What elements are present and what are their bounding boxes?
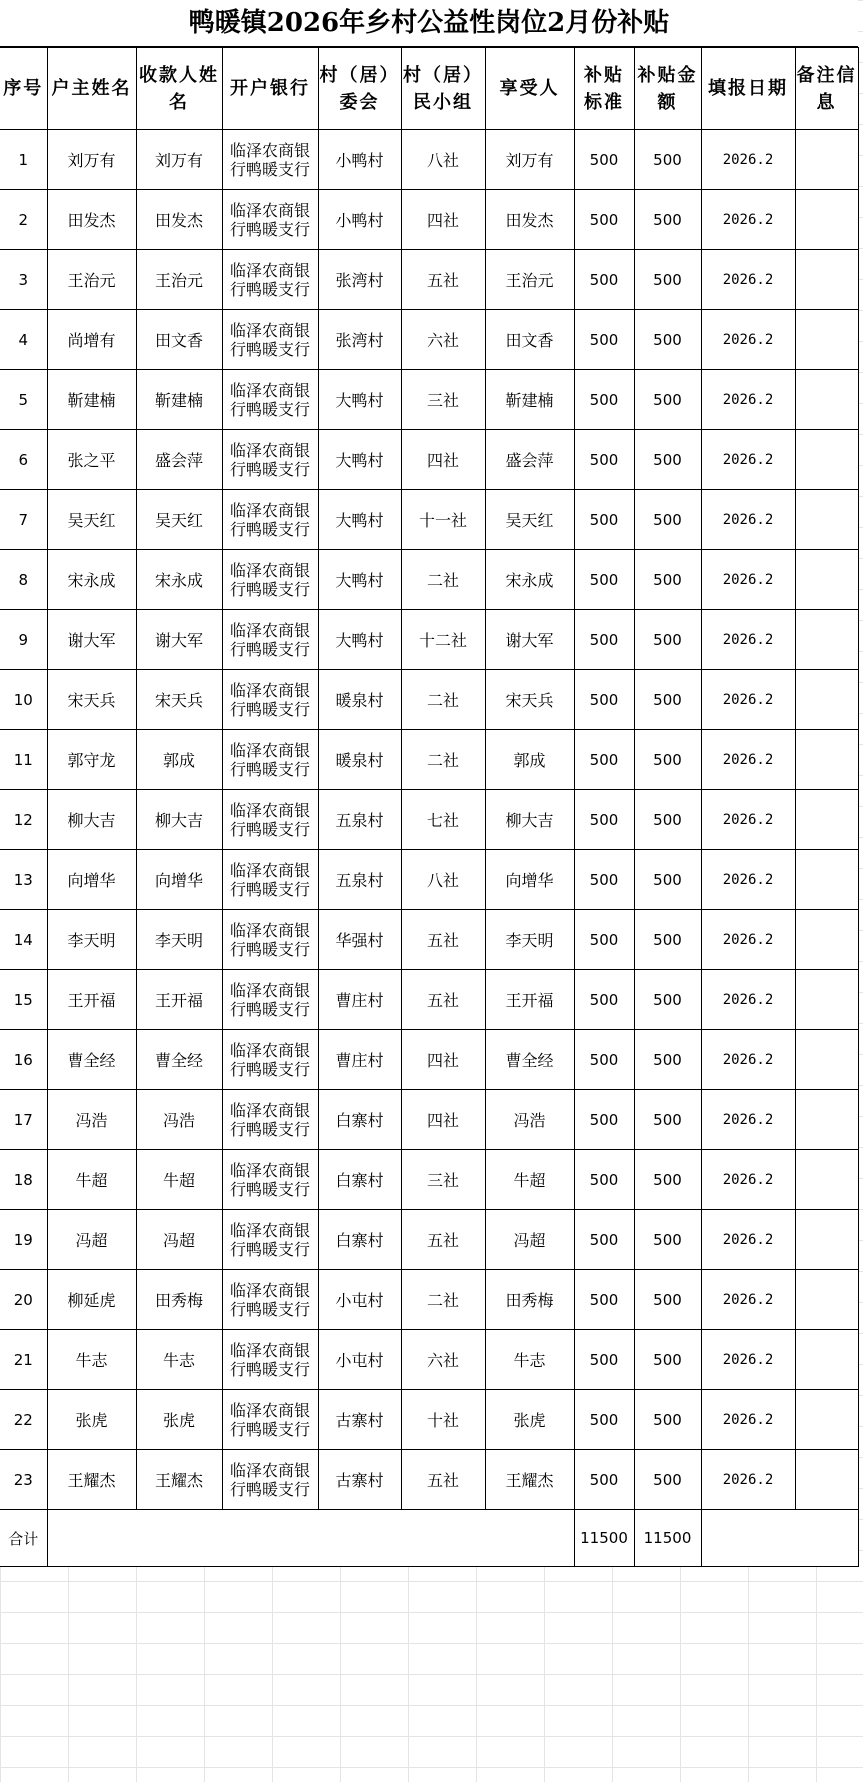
owner-cell[interactable]: 李天明: [47, 910, 136, 970]
payee-cell[interactable]: 郭成: [136, 730, 222, 790]
seq-cell[interactable]: 19: [0, 1210, 47, 1270]
amount-cell[interactable]: 500: [634, 1150, 701, 1210]
date-cell[interactable]: 2026.2: [701, 1450, 795, 1510]
remark-cell[interactable]: [795, 550, 858, 610]
beneficiary-cell[interactable]: 牛志: [485, 1330, 574, 1390]
date-cell[interactable]: 2026.2: [701, 1030, 795, 1090]
remark-cell[interactable]: [795, 310, 858, 370]
standard-cell[interactable]: 500: [574, 1150, 634, 1210]
payee-cell[interactable]: 靳建楠: [136, 370, 222, 430]
bank-cell[interactable]: 临泽农商银行鸭暖支行: [222, 970, 318, 1030]
standard-cell[interactable]: 500: [574, 850, 634, 910]
owner-cell[interactable]: 吴天红: [47, 490, 136, 550]
group-cell[interactable]: 八社: [401, 850, 485, 910]
beneficiary-cell[interactable]: 王治元: [485, 250, 574, 310]
amount-cell[interactable]: 500: [634, 1030, 701, 1090]
bank-cell[interactable]: 临泽农商银行鸭暖支行: [222, 850, 318, 910]
payee-cell[interactable]: 刘万有: [136, 130, 222, 190]
owner-cell[interactable]: 曹全经: [47, 1030, 136, 1090]
date-cell[interactable]: 2026.2: [701, 1150, 795, 1210]
bank-cell[interactable]: 临泽农商银行鸭暖支行: [222, 430, 318, 490]
seq-cell[interactable]: 7: [0, 490, 47, 550]
beneficiary-cell[interactable]: 牛超: [485, 1150, 574, 1210]
committee-cell[interactable]: 五泉村: [318, 850, 401, 910]
total-label[interactable]: 合计: [0, 1510, 47, 1567]
table-row: [0, 1150, 858, 1210]
date-cell[interactable]: 2026.2: [701, 550, 795, 610]
owner-cell[interactable]: 柳延虎: [47, 1270, 136, 1330]
committee-cell[interactable]: 张湾村: [318, 250, 401, 310]
date-cell[interactable]: 2026.2: [701, 670, 795, 730]
standard-cell[interactable]: 500: [574, 190, 634, 250]
table-row: [0, 610, 858, 670]
payee-cell[interactable]: 田秀梅: [136, 1270, 222, 1330]
bank-cell[interactable]: 临泽农商银行鸭暖支行: [222, 1450, 318, 1510]
bank-cell[interactable]: 临泽农商银行鸭暖支行: [222, 670, 318, 730]
remark-cell[interactable]: [795, 970, 858, 1030]
standard-cell[interactable]: 500: [574, 310, 634, 370]
group-cell[interactable]: 三社: [401, 1150, 485, 1210]
standard-cell[interactable]: 500: [574, 1390, 634, 1450]
amount-cell[interactable]: 500: [634, 430, 701, 490]
amount-cell[interactable]: 500: [634, 310, 701, 370]
seq-cell[interactable]: 6: [0, 430, 47, 490]
committee-cell[interactable]: 曹庄村: [318, 1030, 401, 1090]
committee-cell[interactable]: 暖泉村: [318, 730, 401, 790]
amount-cell[interactable]: 500: [634, 790, 701, 850]
beneficiary-cell[interactable]: 田发杰: [485, 190, 574, 250]
amount-cell[interactable]: 500: [634, 1330, 701, 1390]
standard-cell[interactable]: 500: [574, 790, 634, 850]
remark-cell[interactable]: [795, 1330, 858, 1390]
date-cell[interactable]: 2026.2: [701, 1330, 795, 1390]
seq-cell[interactable]: 23: [0, 1450, 47, 1510]
owner-cell[interactable]: 宋天兵: [47, 670, 136, 730]
standard-cell[interactable]: 500: [574, 970, 634, 1030]
group-cell[interactable]: 五社: [401, 250, 485, 310]
standard-cell[interactable]: 500: [574, 250, 634, 310]
payee-cell[interactable]: 田发杰: [136, 190, 222, 250]
payee-cell[interactable]: 王治元: [136, 250, 222, 310]
payee-cell[interactable]: 冯浩: [136, 1090, 222, 1150]
beneficiary-cell[interactable]: 盛会萍: [485, 430, 574, 490]
remark-cell[interactable]: [795, 1450, 858, 1510]
amount-cell[interactable]: 500: [634, 1450, 701, 1510]
header-payee[interactable]: 收款人姓名: [136, 48, 222, 130]
date-cell[interactable]: 2026.2: [701, 190, 795, 250]
owner-cell[interactable]: 冯浩: [47, 1090, 136, 1150]
group-cell[interactable]: 二社: [401, 1270, 485, 1330]
seq-cell[interactable]: 4: [0, 310, 47, 370]
payee-cell[interactable]: 田文香: [136, 310, 222, 370]
committee-cell[interactable]: 大鸭村: [318, 610, 401, 670]
payee-cell[interactable]: 李天明: [136, 910, 222, 970]
standard-cell[interactable]: 500: [574, 130, 634, 190]
committee-cell[interactable]: 白寨村: [318, 1090, 401, 1150]
table-row: [0, 1390, 858, 1450]
payee-cell[interactable]: 王耀杰: [136, 1450, 222, 1510]
table-row: [0, 490, 858, 550]
beneficiary-cell[interactable]: 王耀杰: [485, 1450, 574, 1510]
total-standard-cell[interactable]: 11500: [574, 1510, 634, 1567]
date-cell[interactable]: 2026.2: [701, 430, 795, 490]
group-cell[interactable]: 十二社: [401, 610, 485, 670]
beneficiary-cell[interactable]: 王开福: [485, 970, 574, 1030]
committee-cell[interactable]: 古寨村: [318, 1450, 401, 1510]
bank-cell[interactable]: 临泽农商银行鸭暖支行: [222, 1330, 318, 1390]
beneficiary-cell[interactable]: 李天明: [485, 910, 574, 970]
remark-cell[interactable]: [795, 790, 858, 850]
group-cell[interactable]: 四社: [401, 1090, 485, 1150]
payee-cell[interactable]: 冯超: [136, 1210, 222, 1270]
seq-cell[interactable]: 20: [0, 1270, 47, 1330]
seq-cell[interactable]: 18: [0, 1150, 47, 1210]
date-cell[interactable]: 2026.2: [701, 1270, 795, 1330]
beneficiary-cell[interactable]: 柳大吉: [485, 790, 574, 850]
owner-cell[interactable]: 尚增有: [47, 310, 136, 370]
date-cell[interactable]: 2026.2: [701, 610, 795, 670]
seq-cell[interactable]: 5: [0, 370, 47, 430]
table-row: [0, 910, 858, 970]
subsidy-table: [0, 47, 859, 1567]
group-cell[interactable]: 四社: [401, 190, 485, 250]
header-seq[interactable]: 序号: [0, 48, 47, 130]
owner-cell[interactable]: 王治元: [47, 250, 136, 310]
table-row: [0, 1210, 858, 1270]
date-cell[interactable]: 2026.2: [701, 850, 795, 910]
date-cell[interactable]: 2026.2: [701, 1390, 795, 1450]
seq-cell[interactable]: 1: [0, 130, 47, 190]
seq-cell[interactable]: 15: [0, 970, 47, 1030]
beneficiary-cell[interactable]: 吴天红: [485, 490, 574, 550]
date-cell[interactable]: 2026.2: [701, 1210, 795, 1270]
committee-cell[interactable]: 小鸭村: [318, 190, 401, 250]
standard-cell[interactable]: 500: [574, 1090, 634, 1150]
bank-cell[interactable]: 临泽农商银行鸭暖支行: [222, 310, 318, 370]
payee-cell[interactable]: 柳大吉: [136, 790, 222, 850]
seq-cell[interactable]: 22: [0, 1390, 47, 1450]
table-row: [0, 1270, 858, 1330]
total-remark-cell[interactable]: [701, 1510, 858, 1567]
table-row: [0, 790, 858, 850]
table-row: [0, 730, 858, 790]
bank-cell[interactable]: 临泽农商银行鸭暖支行: [222, 190, 318, 250]
table-row: [0, 430, 858, 490]
date-cell[interactable]: 2026.2: [701, 310, 795, 370]
bank-cell[interactable]: 临泽农商银行鸭暖支行: [222, 1270, 318, 1330]
remark-cell[interactable]: [795, 490, 858, 550]
owner-cell[interactable]: 牛超: [47, 1150, 136, 1210]
amount-cell[interactable]: 500: [634, 130, 701, 190]
remark-cell[interactable]: [795, 370, 858, 430]
table-row: [0, 370, 858, 430]
group-cell[interactable]: 三社: [401, 370, 485, 430]
committee-cell[interactable]: 小屯村: [318, 1330, 401, 1390]
committee-cell[interactable]: 大鸭村: [318, 430, 401, 490]
table-row: [0, 130, 858, 190]
owner-cell[interactable]: 张虎: [47, 1390, 136, 1450]
seq-cell[interactable]: 21: [0, 1330, 47, 1390]
seq-cell[interactable]: 17: [0, 1090, 47, 1150]
remark-cell[interactable]: [795, 430, 858, 490]
amount-cell[interactable]: 500: [634, 850, 701, 910]
date-cell[interactable]: 2026.2: [701, 1090, 795, 1150]
owner-cell[interactable]: 宋永成: [47, 550, 136, 610]
amount-cell[interactable]: 500: [634, 1210, 701, 1270]
table-row: [0, 310, 858, 370]
amount-cell[interactable]: 500: [634, 190, 701, 250]
remark-cell[interactable]: [795, 730, 858, 790]
beneficiary-cell[interactable]: 田秀梅: [485, 1270, 574, 1330]
date-cell[interactable]: 2026.2: [701, 730, 795, 790]
seq-cell[interactable]: 11: [0, 730, 47, 790]
owner-cell[interactable]: 向增华: [47, 850, 136, 910]
bank-cell[interactable]: 临泽农商银行鸭暖支行: [222, 370, 318, 430]
bank-cell[interactable]: 临泽农商银行鸭暖支行: [222, 1210, 318, 1270]
table-row: [0, 850, 858, 910]
beneficiary-cell[interactable]: 谢大军: [485, 610, 574, 670]
bank-cell[interactable]: 临泽农商银行鸭暖支行: [222, 250, 318, 310]
standard-cell[interactable]: 500: [574, 610, 634, 670]
bank-cell[interactable]: 临泽农商银行鸭暖支行: [222, 1150, 318, 1210]
group-cell[interactable]: 七社: [401, 790, 485, 850]
remark-cell[interactable]: [795, 1390, 858, 1450]
owner-cell[interactable]: 田发杰: [47, 190, 136, 250]
committee-cell[interactable]: 白寨村: [318, 1150, 401, 1210]
standard-cell[interactable]: 500: [574, 430, 634, 490]
standard-cell[interactable]: 500: [574, 1450, 634, 1510]
table-row: [0, 1450, 858, 1510]
date-cell[interactable]: 2026.2: [701, 910, 795, 970]
seq-cell[interactable]: 16: [0, 1030, 47, 1090]
beneficiary-cell[interactable]: 田文香: [485, 310, 574, 370]
committee-cell[interactable]: 大鸭村: [318, 490, 401, 550]
owner-cell[interactable]: 牛志: [47, 1330, 136, 1390]
standard-cell[interactable]: 500: [574, 370, 634, 430]
remark-cell[interactable]: [795, 1090, 858, 1150]
remark-cell[interactable]: [795, 670, 858, 730]
standard-cell[interactable]: 500: [574, 550, 634, 610]
owner-cell[interactable]: 柳大吉: [47, 790, 136, 850]
beneficiary-cell[interactable]: 郭成: [485, 730, 574, 790]
payee-cell[interactable]: 牛志: [136, 1330, 222, 1390]
bank-cell[interactable]: 临泽农商银行鸭暖支行: [222, 1030, 318, 1090]
header-group[interactable]: 村（居）民小组: [401, 48, 485, 130]
standard-cell[interactable]: 500: [574, 490, 634, 550]
payee-cell[interactable]: 宋天兵: [136, 670, 222, 730]
group-cell[interactable]: 十一社: [401, 490, 485, 550]
date-cell[interactable]: 2026.2: [701, 250, 795, 310]
beneficiary-cell[interactable]: 冯浩: [485, 1090, 574, 1150]
seq-cell[interactable]: 12: [0, 790, 47, 850]
standard-cell[interactable]: 500: [574, 1270, 634, 1330]
standard-cell[interactable]: 500: [574, 1330, 634, 1390]
date-cell[interactable]: 2026.2: [701, 130, 795, 190]
header-row: [0, 48, 858, 130]
amount-cell[interactable]: 500: [634, 670, 701, 730]
table-row: [0, 1090, 858, 1150]
amount-cell[interactable]: 500: [634, 910, 701, 970]
header-date[interactable]: 填报日期: [701, 48, 795, 130]
table-row: [0, 670, 858, 730]
owner-cell[interactable]: 冯超: [47, 1210, 136, 1270]
payee-cell[interactable]: 宋永成: [136, 550, 222, 610]
date-cell[interactable]: 2026.2: [701, 970, 795, 1030]
table-row: [0, 550, 858, 610]
payee-cell[interactable]: 张虎: [136, 1390, 222, 1450]
bank-cell[interactable]: 临泽农商银行鸭暖支行: [222, 910, 318, 970]
standard-cell[interactable]: 500: [574, 1030, 634, 1090]
owner-cell[interactable]: 郭守龙: [47, 730, 136, 790]
date-cell[interactable]: 2026.2: [701, 490, 795, 550]
standard-cell[interactable]: 500: [574, 910, 634, 970]
committee-cell[interactable]: 大鸭村: [318, 370, 401, 430]
payee-cell[interactable]: 牛超: [136, 1150, 222, 1210]
amount-cell[interactable]: 500: [634, 250, 701, 310]
owner-cell[interactable]: 刘万有: [47, 130, 136, 190]
bank-cell[interactable]: 临泽农商银行鸭暖支行: [222, 730, 318, 790]
standard-cell[interactable]: 500: [574, 1210, 634, 1270]
owner-cell[interactable]: 谢大军: [47, 610, 136, 670]
header-amount[interactable]: 补贴金额: [634, 48, 701, 130]
group-cell[interactable]: 四社: [401, 1030, 485, 1090]
table-row: [0, 970, 858, 1030]
page-title: 鸭暖镇2026年乡村公益性岗位2月份补贴: [0, 0, 858, 47]
committee-cell[interactable]: 暖泉村: [318, 670, 401, 730]
remark-cell[interactable]: [795, 1270, 858, 1330]
date-cell[interactable]: 2026.2: [701, 790, 795, 850]
owner-cell[interactable]: 王耀杰: [47, 1450, 136, 1510]
seq-cell[interactable]: 8: [0, 550, 47, 610]
amount-cell[interactable]: 500: [634, 1090, 701, 1150]
committee-cell[interactable]: 张湾村: [318, 310, 401, 370]
bank-cell[interactable]: 临泽农商银行鸭暖支行: [222, 550, 318, 610]
beneficiary-cell[interactable]: 冯超: [485, 1210, 574, 1270]
table-row: [0, 1030, 858, 1090]
seq-cell[interactable]: 3: [0, 250, 47, 310]
total-row: [0, 1510, 858, 1567]
amount-cell[interactable]: 500: [634, 490, 701, 550]
group-cell[interactable]: 五社: [401, 910, 485, 970]
table-row: [0, 190, 858, 250]
committee-cell[interactable]: 华强村: [318, 910, 401, 970]
seq-cell[interactable]: 2: [0, 190, 47, 250]
date-cell[interactable]: 2026.2: [701, 370, 795, 430]
beneficiary-cell[interactable]: 宋永成: [485, 550, 574, 610]
group-cell[interactable]: 二社: [401, 730, 485, 790]
committee-cell[interactable]: 曹庄村: [318, 970, 401, 1030]
bank-cell[interactable]: 临泽农商银行鸭暖支行: [222, 610, 318, 670]
seq-cell[interactable]: 14: [0, 910, 47, 970]
group-cell[interactable]: 二社: [401, 550, 485, 610]
header-bank[interactable]: 开户银行: [222, 48, 318, 130]
remark-cell[interactable]: [795, 1210, 858, 1270]
amount-cell[interactable]: 500: [634, 970, 701, 1030]
seq-cell[interactable]: 13: [0, 850, 47, 910]
remark-cell[interactable]: [795, 1030, 858, 1090]
group-cell[interactable]: 六社: [401, 310, 485, 370]
payee-cell[interactable]: 吴天红: [136, 490, 222, 550]
payee-cell[interactable]: 王开福: [136, 970, 222, 1030]
group-cell[interactable]: 八社: [401, 130, 485, 190]
amount-cell[interactable]: 500: [634, 550, 701, 610]
remark-cell[interactable]: [795, 130, 858, 190]
bank-cell[interactable]: 临泽农商银行鸭暖支行: [222, 130, 318, 190]
amount-cell[interactable]: 500: [634, 1390, 701, 1450]
standard-cell[interactable]: 500: [574, 730, 634, 790]
committee-cell[interactable]: 小屯村: [318, 1270, 401, 1330]
group-cell[interactable]: 五社: [401, 970, 485, 1030]
beneficiary-cell[interactable]: 宋天兵: [485, 670, 574, 730]
remark-cell[interactable]: [795, 1150, 858, 1210]
committee-cell[interactable]: 五泉村: [318, 790, 401, 850]
standard-cell[interactable]: 500: [574, 670, 634, 730]
committee-cell[interactable]: 白寨村: [318, 1210, 401, 1270]
header-standard[interactable]: 补贴标准: [574, 48, 634, 130]
total-blank-cell[interactable]: [47, 1510, 574, 1567]
bank-cell[interactable]: 临泽农商银行鸭暖支行: [222, 790, 318, 850]
header-beneficiary[interactable]: 享受人: [485, 48, 574, 130]
amount-cell[interactable]: 500: [634, 730, 701, 790]
remark-cell[interactable]: [795, 910, 858, 970]
bank-cell[interactable]: 临泽农商银行鸭暖支行: [222, 1090, 318, 1150]
amount-cell[interactable]: 500: [634, 610, 701, 670]
group-cell[interactable]: 五社: [401, 1450, 485, 1510]
table-row: [0, 1330, 858, 1390]
table-row: [0, 250, 858, 310]
header-remark[interactable]: 备注信息: [795, 48, 858, 130]
remark-cell[interactable]: [795, 250, 858, 310]
owner-cell[interactable]: 靳建楠: [47, 370, 136, 430]
committee-cell[interactable]: 小鸭村: [318, 130, 401, 190]
group-cell[interactable]: 六社: [401, 1330, 485, 1390]
beneficiary-cell[interactable]: 曹全经: [485, 1030, 574, 1090]
payee-cell[interactable]: 曹全经: [136, 1030, 222, 1090]
payee-cell[interactable]: 谢大军: [136, 610, 222, 670]
beneficiary-cell[interactable]: 靳建楠: [485, 370, 574, 430]
remark-cell[interactable]: [795, 850, 858, 910]
seq-cell[interactable]: 10: [0, 670, 47, 730]
bank-cell[interactable]: 临泽农商银行鸭暖支行: [222, 1390, 318, 1450]
group-cell[interactable]: 五社: [401, 1210, 485, 1270]
total-amount-cell[interactable]: 11500: [634, 1510, 701, 1567]
beneficiary-cell[interactable]: 张虎: [485, 1390, 574, 1450]
remark-cell[interactable]: [795, 190, 858, 250]
remark-cell[interactable]: [795, 610, 858, 670]
payee-cell[interactable]: 向增华: [136, 850, 222, 910]
payee-cell[interactable]: 盛会萍: [136, 430, 222, 490]
owner-cell[interactable]: 张之平: [47, 430, 136, 490]
amount-cell[interactable]: 500: [634, 370, 701, 430]
beneficiary-cell[interactable]: 刘万有: [485, 130, 574, 190]
committee-cell[interactable]: 古寨村: [318, 1390, 401, 1450]
beneficiary-cell[interactable]: 向增华: [485, 850, 574, 910]
header-committee[interactable]: 村（居）委会: [318, 48, 401, 130]
seq-cell[interactable]: 9: [0, 610, 47, 670]
bank-cell[interactable]: 临泽农商银行鸭暖支行: [222, 490, 318, 550]
owner-cell[interactable]: 王开福: [47, 970, 136, 1030]
group-cell[interactable]: 十社: [401, 1390, 485, 1450]
amount-cell[interactable]: 500: [634, 1270, 701, 1330]
header-owner[interactable]: 户主姓名: [47, 48, 136, 130]
group-cell[interactable]: 二社: [401, 670, 485, 730]
committee-cell[interactable]: 大鸭村: [318, 550, 401, 610]
group-cell[interactable]: 四社: [401, 430, 485, 490]
